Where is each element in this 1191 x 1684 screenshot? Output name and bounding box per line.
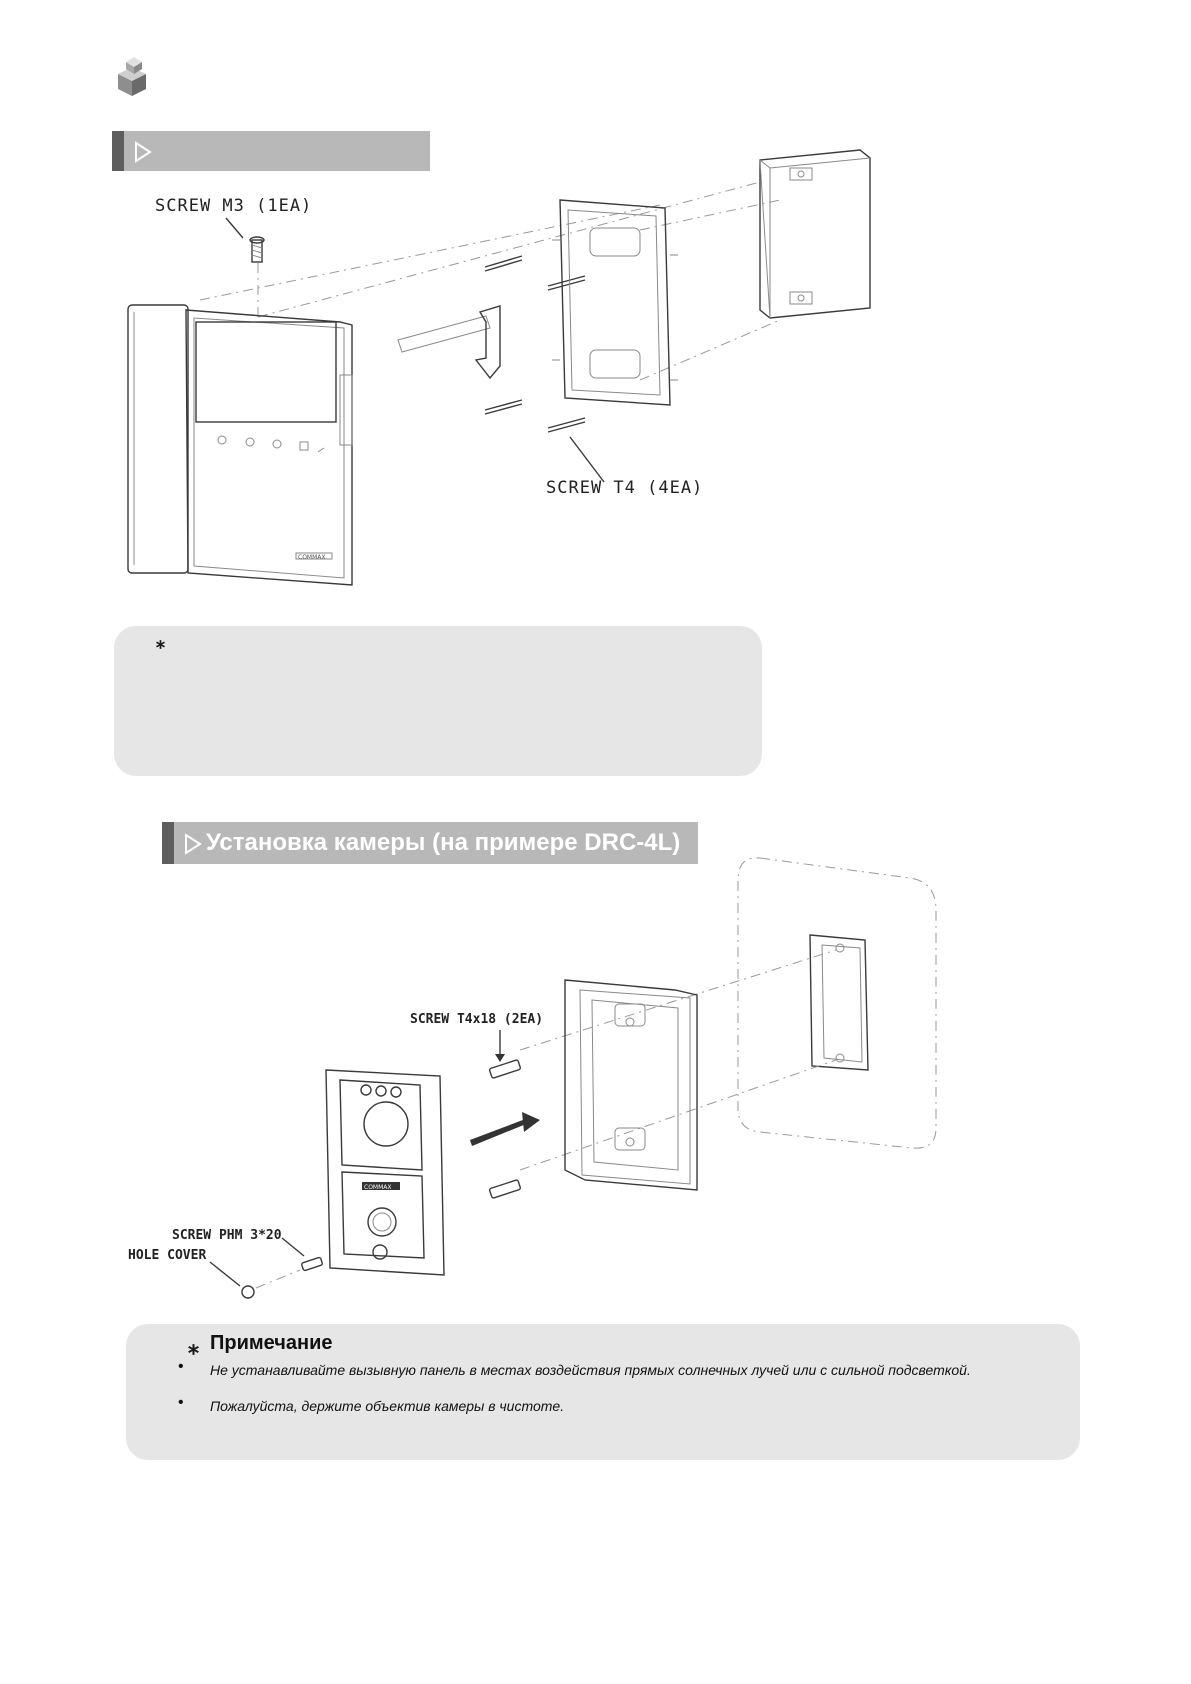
label-hole-cover: HOLE COVER xyxy=(128,1248,207,1263)
label-screw-m3: SCREW M3 (1EA) xyxy=(155,196,313,216)
asterisk-icon: ⁎ xyxy=(188,1334,199,1359)
note-box-camera xyxy=(126,1324,1080,1460)
label-screw-phm: SCREW PHM 3*20 xyxy=(172,1228,282,1243)
note-item: Пожалуйста, держите объектив камеры в чистоте. xyxy=(210,1398,565,1414)
brand-logo: COMMAX xyxy=(298,554,326,561)
monitor-mount-diagram xyxy=(0,0,1191,600)
brand-logo: COMMAX xyxy=(364,1184,392,1191)
label-screw-t4x18: SCREW T4x18 (2EA) xyxy=(410,1012,544,1027)
bullet: • xyxy=(178,1394,184,1411)
note-heading: Примечание xyxy=(210,1332,333,1354)
label-screw-t4: SCREW T4 (4EA) xyxy=(546,478,704,498)
note-box-monitor xyxy=(114,626,762,776)
bullet: • xyxy=(178,1358,184,1375)
section-title: Установка камеры (на примере DRC-4L) xyxy=(206,829,681,856)
note-item: Не устанавливайте вызывную панель в местах воздействия прямых солнечных лучей или с сильной подсветкой. xyxy=(210,1362,971,1378)
asterisk-icon: ⁎ xyxy=(156,632,165,652)
